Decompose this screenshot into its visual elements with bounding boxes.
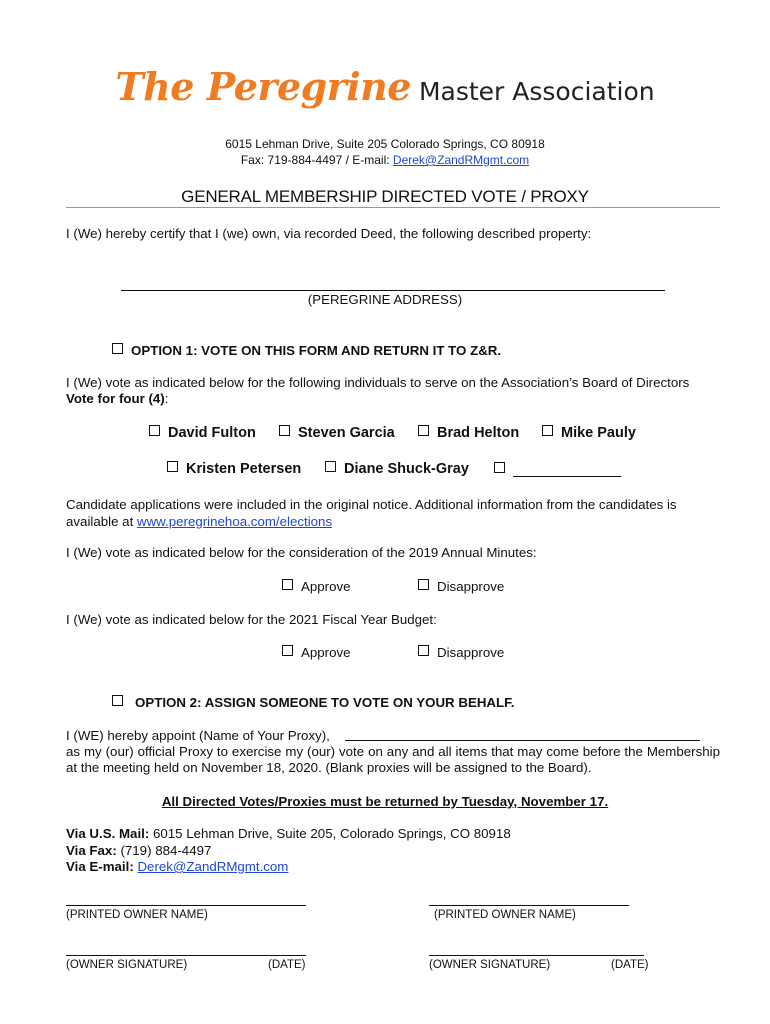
return-email: Via E-mail: Derek@ZandRMgmt.com — [66, 859, 289, 874]
board-vote-intro: I (We) vote as indicated below for the following individuals to serve on the Association’s Board of Directors — [66, 375, 690, 390]
owner-signature-left-label: (OWNER SIGNATURE) — [66, 959, 188, 971]
return-mail: Via U.S. Mail: 6015 Lehman Drive, Suite 205, Colorado Springs, CO 80918 — [66, 826, 511, 841]
logo-script-text: The Peregrine — [115, 64, 411, 109]
property-address-field[interactable] — [121, 290, 665, 291]
certify-statement: I (We) hereby certify that I (we) own, via recorded Deed, the following described property: — [66, 226, 592, 241]
candidate-note: Candidate applications were included in the original notice. Additional information from the candidates is available at www.peregrinehoa.com/elections — [66, 497, 677, 529]
disapprove-checkbox[interactable] — [418, 645, 429, 656]
owner-signature-right-field[interactable] — [429, 955, 644, 956]
appoint-text: I (WE) hereby appoint (Name of Your Proxy), — [66, 728, 330, 743]
return-email-link[interactable]: Derek@ZandRMgmt.com — [137, 859, 289, 874]
date-right-label: (DATE) — [611, 959, 649, 971]
printed-name-right-field[interactable] — [429, 905, 629, 906]
printed-name-right-label: (PRINTED OWNER NAME) — [434, 909, 576, 921]
option2-heading-text: OPTION 2: ASSIGN SOMEONE TO VOTE ON YOUR BEHALF. — [135, 695, 515, 710]
association-address: 6015 Lehman Drive, Suite 205 Colorado Springs, CO 80918 — [225, 137, 545, 151]
return-fax: Via Fax: (719) 884-4497 — [66, 843, 212, 858]
owner-signature-right-label: (OWNER SIGNATURE) — [429, 959, 551, 971]
candidate-checkbox[interactable] — [279, 425, 290, 436]
option2-checkbox[interactable] — [112, 695, 123, 706]
candidate-checkbox[interactable] — [418, 425, 429, 436]
candidate-checkbox[interactable] — [149, 425, 160, 436]
date-left-label: (DATE) — [268, 959, 306, 971]
email-link[interactable]: Derek@ZandRMgmt.com — [392, 153, 530, 167]
option1-checkbox[interactable] — [112, 343, 123, 354]
candidate-checkbox[interactable] — [167, 461, 178, 472]
option1-heading — [112, 343, 501, 358]
candidate-checkbox[interactable] — [542, 425, 553, 436]
option2-heading — [112, 695, 515, 710]
candidate-brad-helton[interactable]: Brad Helton — [418, 425, 519, 441]
candidate-steven-garcia[interactable]: Steven Garcia — [279, 425, 395, 441]
printed-name-left-label: (PRINTED OWNER NAME) — [66, 909, 208, 921]
approve-checkbox[interactable] — [282, 579, 293, 590]
write-in-field[interactable] — [513, 461, 621, 477]
logo-text: Master Association — [418, 77, 655, 106]
vote-for-count: Vote for four (4): — [66, 391, 169, 406]
candidate-mike-pauly[interactable]: Mike Pauly — [542, 425, 636, 441]
printed-name-left-field[interactable] — [66, 905, 306, 906]
minutes-vote-text: I (We) vote as indicated below for the consideration of the 2019 Annual Minutes: — [66, 545, 537, 560]
candidate-checkbox[interactable] — [494, 462, 505, 473]
candidate-david-fulton[interactable]: David Fulton — [149, 425, 256, 441]
budget-vote-text: I (We) vote as indicated below for the 2021 Fiscal Year Budget: — [66, 612, 437, 627]
property-address-caption: (PEREGRINE ADDRESS) — [307, 292, 463, 307]
candidate-write-in[interactable] — [494, 461, 621, 478]
budget-approve[interactable]: Approve — [282, 645, 351, 660]
title-divider — [66, 207, 720, 208]
candidate-kristen-petersen[interactable]: Kristen Petersen — [167, 461, 301, 477]
page-title: GENERAL MEMBERSHIP DIRECTED VOTE / PROXY — [181, 187, 589, 206]
fax-label: Fax: 719-884-4497 / E-mail: — [240, 153, 393, 167]
deadline-notice: All Directed Votes/Proxies must be returned by Tuesday, November 17. — [161, 794, 609, 809]
budget-disapprove[interactable]: Disapprove — [418, 645, 504, 660]
disapprove-checkbox[interactable] — [418, 579, 429, 590]
candidate-diane-shuck-gray[interactable]: Diane Shuck-Gray — [325, 461, 469, 477]
logo — [0, 64, 770, 109]
elections-link[interactable]: www.peregrinehoa.com/elections — [136, 514, 333, 529]
option1-heading-text: OPTION 1: VOTE ON THIS FORM AND RETURN IT TO Z&R. — [131, 343, 502, 358]
minutes-approve[interactable]: Approve — [282, 579, 351, 594]
association-contact — [0, 153, 770, 168]
approve-checkbox[interactable] — [282, 645, 293, 656]
candidate-checkbox[interactable] — [325, 461, 336, 472]
proxy-name-field[interactable] — [345, 740, 700, 741]
minutes-disapprove[interactable]: Disapprove — [418, 579, 504, 594]
owner-signature-left-field[interactable] — [66, 955, 306, 956]
proxy-terms: as my (our) official Proxy to exercise my (our) vote on any and all items that may come before the Membership at the meeting held on November 18, 2020. (Blank proxies will be assigned to the Board). — [66, 744, 720, 775]
